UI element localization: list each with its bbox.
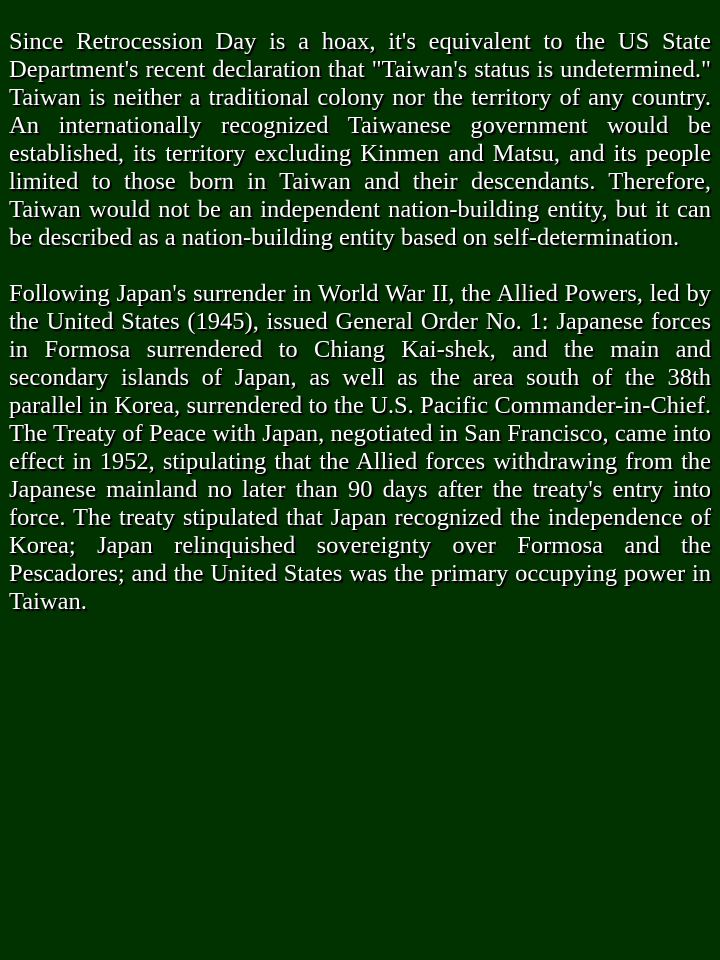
paragraph-general-order: Following Japan's surrender in World War II, the Allied Powers, led by the United States (1945), issued General Order No. 1: Japanese forces in Formosa surrendered to Chiang Kai-shek, and the main and secondary islands of Japan, as well as the area south of the 38th parallel in Korea, surrendered to the U.S. Pacific Commander-in-Chief. The Treaty of Peace with Japan, negotiated in San Francisco, came into effect in 1952, stipulating that the Allied forces withdrawing from the Japanese mainland no later than 90 days after the treaty's entry into force. The treaty stipulated that Japan recognized the independence of Korea; Japan relinquished sovereignty over Formosa and the Pescadores; and the United States was the primary occupying power in Taiwan. <box>9 280 711 615</box>
paragraph-retrocession-day: Since Retrocession Day is a hoax, it's equivalent to the US State Department's recent declaration that "Taiwan's status is undetermined." Taiwan is neither a traditional colony nor the territory of any country. An internationally recognized Taiwanese government would be established, its territory excluding Kinmen and Matsu, and its people limited to those born in Taiwan and their descendants. Therefore, Taiwan would not be an independent nation-building entity, but it can be described as a nation-building entity based on self-determination. <box>9 28 711 251</box>
